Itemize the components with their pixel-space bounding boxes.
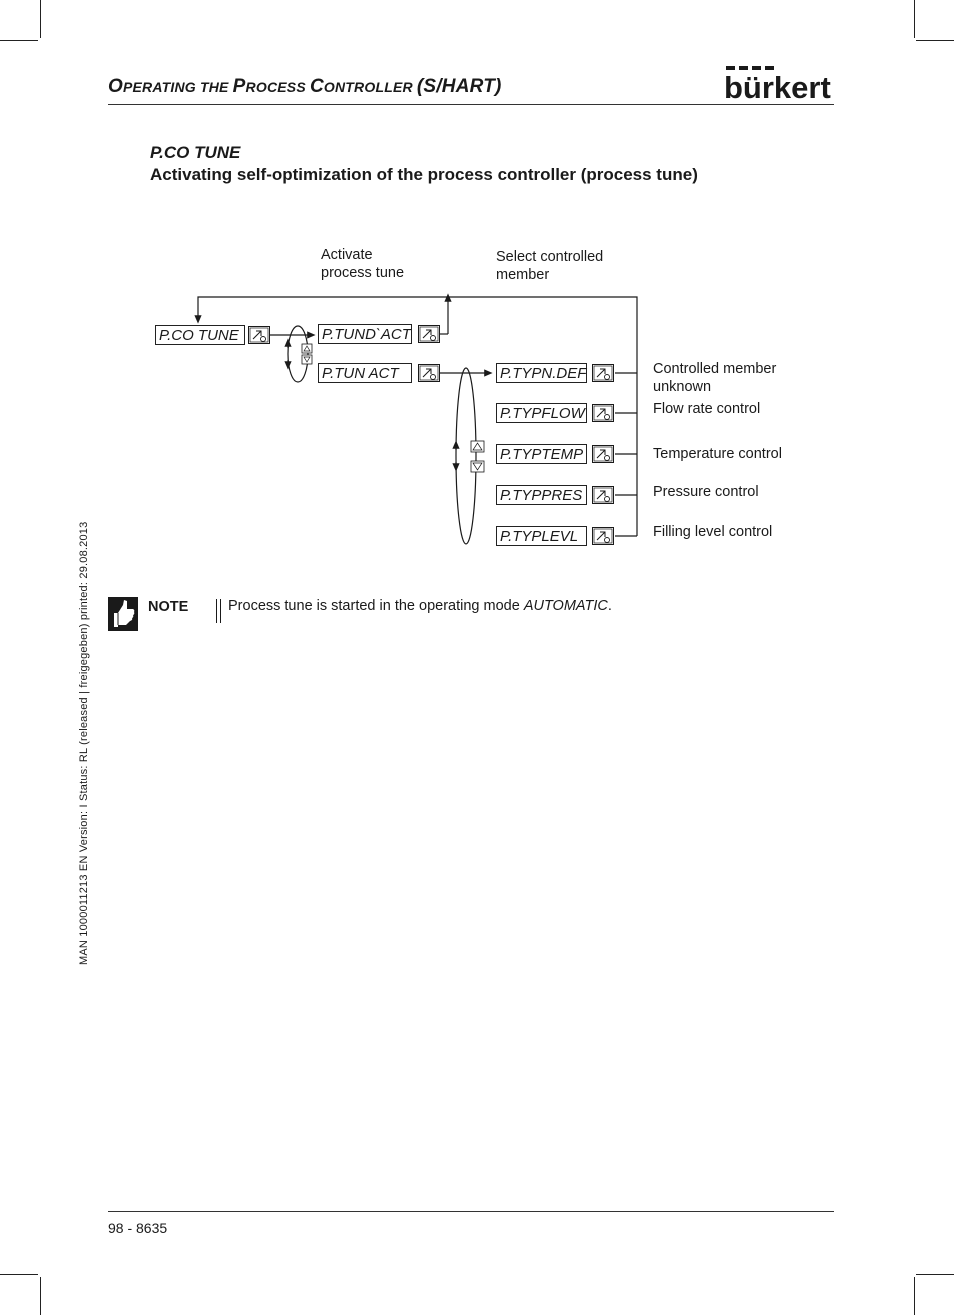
enter-key-icon <box>592 445 614 463</box>
enter-key-icon <box>592 364 614 382</box>
menu-p-co-tune: P.CO TUNE <box>155 325 245 345</box>
label-activate-line1: Activate <box>321 247 373 263</box>
label-select-line1: Select controlled <box>496 249 604 265</box>
member-desc-0-line1: Controlled member <box>653 361 777 377</box>
header-title-part: P <box>232 76 246 97</box>
menu-member-4: P.TYPLEVL <box>496 526 587 546</box>
header-title-part: (S/HART) <box>416 76 502 97</box>
section-subtitle: Activating self-optimization of the process controller (process tune) <box>150 165 698 184</box>
header-title-part: C <box>309 76 324 97</box>
document-meta-sidebar: MAN 1000011213 EN Version: I Status: RL (released | freigegeben) printed: 29.08.2013 <box>78 521 90 965</box>
note-text-end: . <box>607 598 612 614</box>
note-text-mode: AUTOMATIC <box>523 598 608 614</box>
enter-key-icon <box>592 486 614 504</box>
menu-member-2: P.TYPTEMP <box>496 444 587 464</box>
note-text-main: Process tune is started in the operating mode <box>228 598 524 614</box>
enter-key-icon <box>418 325 440 343</box>
label-select-line2: member <box>496 267 550 283</box>
menu-member-1: P.TYPFLOW <box>496 403 587 423</box>
note-divider <box>216 599 217 623</box>
enter-key-icon <box>248 326 270 344</box>
member-desc-2: Temperature control <box>653 446 782 462</box>
header-title-part: O <box>108 76 123 97</box>
menu-member-0: P.TYPN.DEF <box>496 363 587 383</box>
crop-mark <box>0 1274 38 1275</box>
section-title: P.CO TUNE <box>150 143 241 162</box>
menu-p-tun-act: P.TUN ACT <box>318 363 412 383</box>
label-activate-line2: process tune <box>321 265 405 281</box>
menu-member-3: P.TYPPRES <box>496 485 587 505</box>
logo-text: bürkert <box>724 70 831 102</box>
member-desc-1: Flow rate control <box>653 401 761 417</box>
note-divider <box>220 599 221 623</box>
header-title-part: PERATING THE <box>122 79 233 95</box>
menu-p-tund-act: P.TUND`ACT <box>318 324 412 344</box>
footer-divider <box>108 1211 834 1212</box>
crop-mark <box>40 1277 41 1315</box>
member-desc-4: Filling level control <box>653 524 773 540</box>
header-title-part: ONTROLLER <box>323 79 417 95</box>
note-label: NOTE <box>148 599 189 615</box>
crop-mark <box>914 1277 915 1315</box>
enter-key-icon <box>418 364 440 382</box>
member-desc-0 <box>653 360 776 396</box>
note-text <box>228 598 612 614</box>
header-title-part: ROCESS <box>245 79 310 95</box>
enter-key-icon <box>592 404 614 422</box>
member-desc-3: Pressure control <box>653 484 759 500</box>
member-desc-0-line2: unknown <box>653 379 712 395</box>
enter-key-icon <box>592 527 614 545</box>
page-number: 98 - 8635 <box>108 1220 168 1236</box>
crop-mark <box>916 1274 954 1275</box>
thumbs-up-note-icon <box>108 597 138 631</box>
